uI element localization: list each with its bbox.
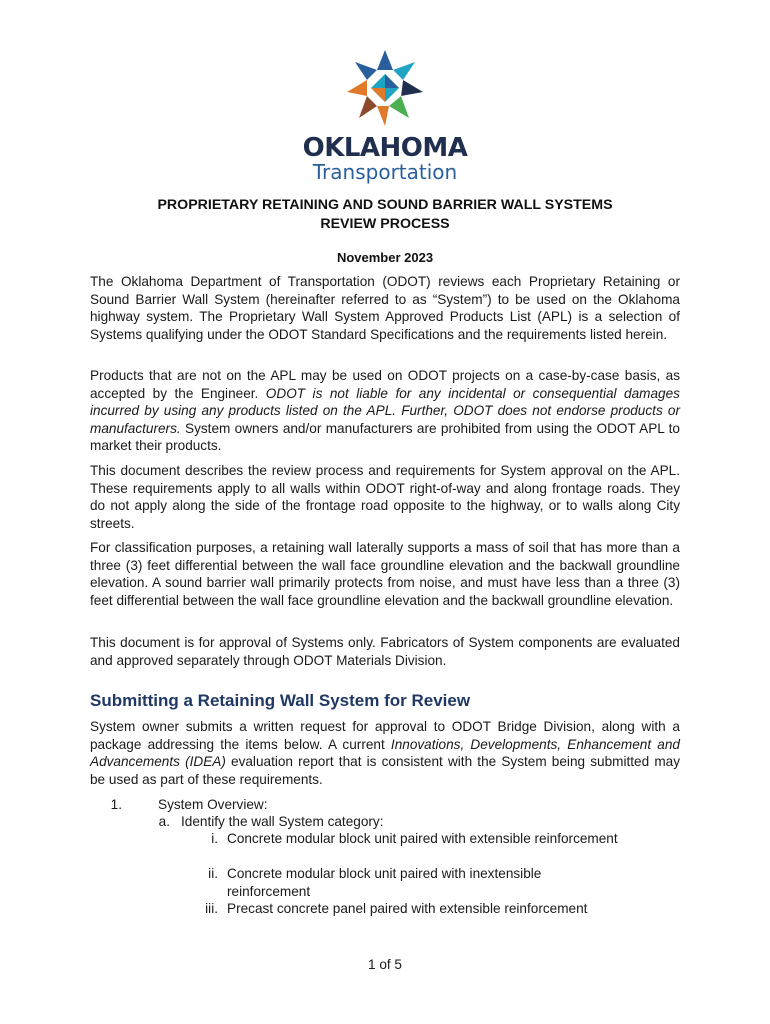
roman-numeral: iii. [205,901,218,916]
paragraph-apl-usage [90,367,680,455]
idea-reference: Innovations, Developments, Enhancement and Advancements (IDEA) [90,736,680,770]
sublist-letter: a. [158,814,170,829]
star-emblem-icon [345,48,425,128]
paragraph-approval-scope: This document is for approval of Systems only. Fabricators of System components are evaluated and approved separately through ODOT Materials Division. [90,635,680,668]
document-date: November 2023 [336,250,434,265]
page-number: 1 of 5 [367,957,402,972]
paragraph-apl-disclaimer: ODOT is not liable for any incidental or consequential damages incurred by using any products listed on the APL. Further, ODOT does not endorse products or manufacturers. [90,385,680,436]
roman-numeral: ii. [208,866,218,881]
brand-name: OKLAHOMA [302,133,468,163]
paragraph-apl-usage-c: System owners and/or manufacturers are prohibited from using the ODOT APL to market their products. [90,420,680,454]
paragraph-submission-c: evaluation report that is consistent with the System being submitted may be used as part of these requirements. [90,754,680,787]
paragraph-submission-a: System owner submits a written request for approval to ODOT Bridge Division, along with a package addressing the items below. A current [90,719,680,752]
document-title-line1: PROPRIETARY RETAINING AND SOUND BARRIER WALL SYSTEMS [157,197,613,213]
paragraph-intro: The Oklahoma Department of Transportation (ODOT) reviews each Proprietary Retaining or Sound Barrier Wall System (hereinafter referred to as “System”) to be used on the Oklahoma highway system. The Proprietary Wall System Approved Products List (APL) is a selection of Systems qualifying under the ODOT Standard Specifications and the requirements listed herein. [90,274,680,342]
paragraph-classification: For classification purposes, a retaining wall laterally supports a mass of soil that has more than a three (3) feet differential between the wall face groundline elevation and the backwall groundline elevation. A sound barrier wall primarily protects from noise, and must have less than a three (3) feet differential between the wall face groundline elevation and the backwall groundline elevation. [90,540,680,608]
roman-numeral: i. [211,831,218,846]
paragraph-scope: This document describes the review process and requirements for System approval on the APL. These requirements apply to all walls within ODOT right-of-way and along frontage roads. They do not apply along the side of the frontage road opposite to the highway, or to walls along City streets. [90,463,680,531]
odot-logo [0,48,770,183]
sublist-item-category: Identify the wall System category: [181,814,384,829]
roman-item: Concrete modular block unit paired with extensible reinforcement [227,831,618,846]
roman-item: Concrete modular block unit paired with inextensible reinforcement [227,866,542,899]
document-title-line2: REVIEW PROCESS [320,216,450,232]
list-item-system-overview: System Overview: [158,797,268,812]
paragraph-apl-usage-a: Products that are not on the APL may be used on ODOT projects on a case-by-case basis, as accepted by the Engineer. [90,368,680,401]
paragraph-submission [90,718,680,788]
section-heading: Submitting a Retaining Wall System for Review [90,691,471,710]
list-item-number: 1. [110,797,122,812]
brand-subtitle: Transportation [312,160,458,184]
roman-item: Precast concrete panel paired with extensible reinforcement [227,901,588,916]
